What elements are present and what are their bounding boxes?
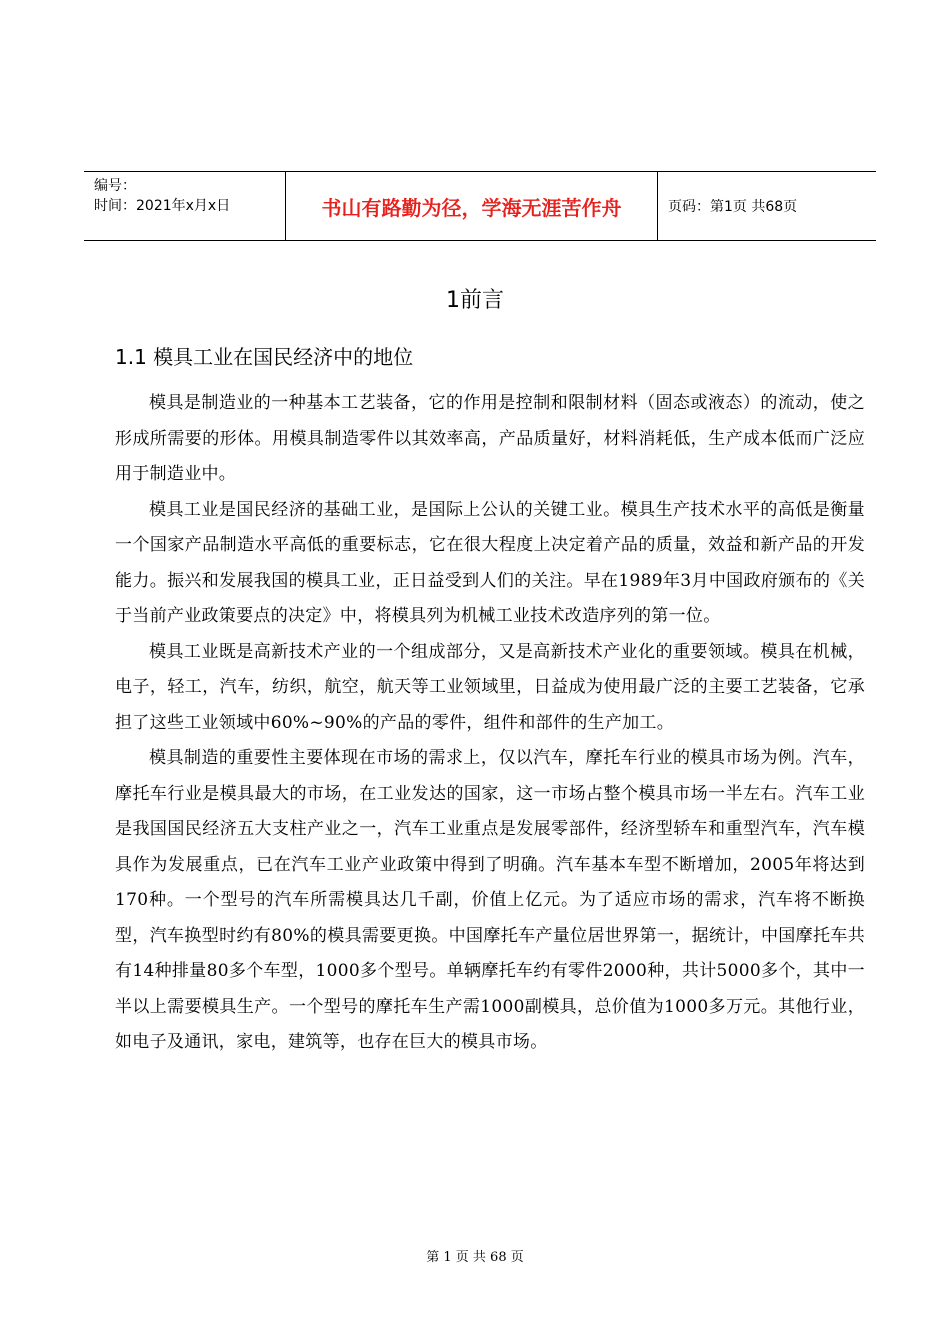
header-meta-cell xyxy=(84,172,286,240)
header-page-label: 页码：第1页 共68页 xyxy=(668,199,798,215)
paragraph: 模具是制造业的一种基本工艺装备，它的作用是控制和限制材料（固态或液态）的流动，使之形成所需要的形体。用模具制造零件以其效率高，产品质量好，材料消耗低，生产成本低而广泛应用于制造业中。 xyxy=(115,393,865,484)
section-title: 1.1 模具工业在国民经济中的地位 xyxy=(115,345,414,369)
header-page-cell xyxy=(658,172,876,240)
paragraph: 模具工业是国民经济的基础工业，是国际上公认的关键工业。模具生产技术水平的高低是衡量一个国家产品制造水平高低的重要标志，它在很大程度上决定着产品的质量，效益和新产品的开发能力。振兴和发展我国的模具工业，正日益受到人们的关注。早在1989年3月中国政府颁布的《关于当前产业政策要点的决定》中，将模具列为机械工业技术改造序列的第一位。 xyxy=(115,499,865,626)
header-motto-cell xyxy=(286,172,658,240)
header-motto: 书山有路勤为径，学海无涯苦作舟 xyxy=(321,195,622,220)
header-date-label: 时间：2021年x月x日 xyxy=(94,198,231,214)
document-header xyxy=(84,171,876,241)
chapter-title: 1前言 xyxy=(446,288,504,313)
header-number-label: 编号： xyxy=(94,178,136,194)
paragraph: 模具制造的重要性主要体现在市场的需求上，仅以汽车，摩托车行业的模具市场为例。汽车，摩托车行业是模具最大的市场，在工业发达的国家，这一市场占整个模具市场一半左右。汽车工业是我国国民经济五大支柱产业之一，汽车工业重点是发展零部件，经济型轿车和重型汽车，汽车模具作为发展重点，已在汽车工业产业政策中得到了明确。汽车基本车型不断增加，2005年将达到170种。一个型号的汽车所需模具达几千副，价值上亿元。为了适应市场的需求，汽车将不断换型，汽车换型时约有80%的模具需要更换。中国摩托车产量位居世界第一，据统计，中国摩托车共有14种排量80多个车型，1000多个型号。单辆摩托车约有零件2000种，共计5000多个，其中一半以上需要模具生产。一个型号的摩托车生产需1000副模具，总价值为1000多万元。其他行业，如电子及通讯，家电，建筑等，也存在巨大的模具市场。 xyxy=(115,748,865,1052)
footer-page-number: 第 1 页 共 68 页 xyxy=(426,1250,524,1265)
body-text xyxy=(115,386,865,1061)
paragraph: 模具工业既是高新技术产业的一个组成部分，又是高新技术产业化的重要领域。模具在机械，电子，轻工，汽车，纺织，航空，航天等工业领域里，日益成为使用最广泛的主要工艺装备，它承担了这些工业领域中60%~90%的产品的零件，组件和部件的生产加工。 xyxy=(115,641,865,733)
